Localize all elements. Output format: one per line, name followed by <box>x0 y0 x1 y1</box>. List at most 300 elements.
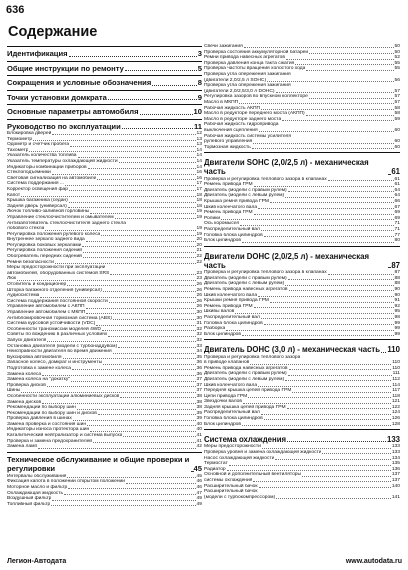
toc-entry-page: 35 <box>196 354 202 360</box>
toc-entry-page: 32 <box>196 332 202 338</box>
dot-leader <box>253 481 390 482</box>
dot-leader <box>77 409 196 410</box>
toc-entry-title: Внутреннее зеркало заднего вида <box>7 237 85 243</box>
dot-leader <box>93 442 196 443</box>
toc-entry-page: 60 <box>394 144 400 150</box>
dot-leader <box>259 131 394 132</box>
dot-leader <box>235 313 393 314</box>
toc-entry[interactable] <box>7 444 202 450</box>
toc-entry-title: Техническое обслуживание и общие проверки и регулировки <box>7 454 190 474</box>
toc-entry-page: 49 <box>196 501 202 507</box>
toc-entry-title: Отопитель и кондиционер <box>7 282 67 288</box>
toc-entry-title: Ремни привода навесных агрегатов <box>204 55 285 61</box>
toc-entry-page: 34 <box>196 349 202 355</box>
toc-entry-title: Проверка давления конца такта сжатия <box>204 60 295 66</box>
toc-entry-page: 47 <box>196 490 202 496</box>
toc-entry-page: 8 <box>197 78 202 87</box>
toc-entry-page: 52 <box>394 55 400 61</box>
toc-entry-page: 110 <box>392 365 400 371</box>
toc-entry-title: Шкивы валов <box>204 309 235 315</box>
toc-entry-page: 5 <box>197 63 202 73</box>
dot-leader <box>282 120 393 121</box>
toc-entry-title: Свечи зажигания <box>204 44 243 49</box>
dot-leader <box>83 252 196 253</box>
toc-entry-page: 14 <box>196 153 202 159</box>
dot-leader <box>250 364 391 365</box>
dot-leader <box>21 392 195 393</box>
dot-leader <box>83 257 196 258</box>
dot-leader <box>261 318 394 319</box>
toc-entry-title: Ремень привода навесных агрегатов <box>204 365 288 371</box>
toc-entry[interactable] <box>204 422 400 428</box>
toc-entry-title: Указатель количества топлива <box>7 153 77 159</box>
toc-entry-title: Двигатели DOHC (2,0/2,5 л) - механическая часть <box>204 251 370 271</box>
dot-leader <box>70 146 195 147</box>
toc-entry-title: Управление автомобилем с МКПП <box>7 310 86 315</box>
toc-entry-page: 133 <box>391 450 400 456</box>
toc-entry-title: Запасное колесо, домкрат и инструменты <box>7 360 103 366</box>
toc-entry-page: 137 <box>391 478 400 484</box>
toc-entry-page: 55 <box>394 66 400 72</box>
toc-entry-title: Передняя крышка цепей привода ГРМ <box>204 388 292 394</box>
dot-leader <box>285 380 391 381</box>
dot-leader <box>108 99 197 100</box>
toc-entry-title: Сокращения и условные обозначения <box>7 78 152 87</box>
dot-leader <box>67 285 195 286</box>
toc-entry-title: Рекомендации по выбору шин <box>7 405 76 411</box>
dot-leader <box>221 219 393 220</box>
dot-leader <box>140 114 193 115</box>
toc-entry-title: Меры предосторожности при эксплуатации <box>7 265 106 271</box>
toc-section[interactable] <box>7 64 202 74</box>
toc-entry[interactable] <box>204 145 400 151</box>
dot-leader <box>47 386 196 387</box>
dot-leader <box>126 483 196 484</box>
toc-entry-title: (модели с турбокомпрессором) <box>204 494 276 500</box>
toc-entry-title: Проверка угла опережения зажигания <box>204 83 291 89</box>
toc-section[interactable] <box>204 435 400 444</box>
toc-entry-page: 36 <box>196 365 202 371</box>
toc-entry-title: Блок цилиндров <box>204 421 241 427</box>
toc-entry-title: Шкив коленчатого вала <box>204 382 258 388</box>
dot-leader <box>65 185 196 186</box>
dot-leader <box>17 280 196 281</box>
toc-entry-page: 133 <box>386 435 400 445</box>
toc-section[interactable] <box>7 107 202 117</box>
dot-leader <box>261 109 394 110</box>
dot-leader <box>252 148 394 149</box>
dot-leader <box>103 291 196 292</box>
dot-leader <box>68 488 195 489</box>
toc-entry-page: 110 <box>392 360 400 366</box>
toc-entry-page: 37 <box>196 382 202 388</box>
dot-leader <box>88 168 196 169</box>
toc-entry-title: Остановка двигателя (модели с турбонаддувом) <box>7 343 118 349</box>
toc-entry-page: 134 <box>391 455 400 461</box>
dot-leader <box>90 431 195 432</box>
toc-entry-page: 33 <box>196 343 202 349</box>
toc-entry-title: Двигатель DOHC (3,0 л) - механическая часть <box>204 345 381 355</box>
toc-entry-page: 111 <box>392 371 400 377</box>
dot-leader <box>295 64 393 65</box>
toc-entry-page: 117 <box>392 388 400 394</box>
toc-entry-title: Стеклоподъемники <box>7 170 51 176</box>
dot-leader <box>242 335 394 336</box>
toc-entry-page: 128 <box>391 421 400 427</box>
toc-entry-page: 88 <box>394 275 400 281</box>
toc-entry-title: Регулировка положения рулевого колеса <box>7 231 101 237</box>
dot-leader <box>306 70 393 71</box>
toc-entry-page: 49 <box>196 496 202 502</box>
toc-entry-title: Интервалы обслуживания <box>7 473 67 479</box>
dot-leader <box>226 330 393 331</box>
toc-entry-page: 91 <box>394 298 400 304</box>
toc-entry-title: Разборка <box>204 326 226 332</box>
toc-entry-page: 17 <box>196 181 202 187</box>
toc-entry-page: 61 <box>394 182 400 188</box>
toc-entry-title: лобового стекла <box>7 226 45 232</box>
toc-entry-title: Регулировка зазоров во впускном коллекторе <box>204 94 308 100</box>
dot-leader <box>288 279 394 280</box>
dot-leader <box>113 319 196 320</box>
toc-entry-title: Корректор освещения фар <box>7 186 68 192</box>
toc-entry-title: Распределительный вал <box>204 314 260 320</box>
dot-leader <box>309 53 393 54</box>
dot-leader <box>72 369 196 370</box>
toc-entry-page: 64 <box>394 193 400 199</box>
toc-entry-page: 22 <box>196 259 202 265</box>
toc-entry-title: Неисправности двигателя во время движения <box>7 349 112 355</box>
toc-entry-title: Рабочая жидкость гидропривода <box>204 122 279 128</box>
toc-entry-page: 26 <box>196 304 202 310</box>
toc-entry-title: Аудиосистема <box>7 293 40 299</box>
section-divider <box>7 104 202 105</box>
toc-entry-page: 10 <box>193 107 202 116</box>
toc-entry-page: 14 <box>196 158 202 164</box>
toc-entry-title: Особенности эксплуатации алюминиевых дисков <box>7 393 120 399</box>
toc-entry-page: 13 <box>196 136 202 142</box>
toc-entry-page: 110 <box>387 345 400 355</box>
toc-entry-page: 37 <box>196 377 202 383</box>
toc-left-column <box>7 44 202 507</box>
toc-entry-page: 23 <box>196 270 202 276</box>
toc-entry-title: Антизапотеватель стеклоочистителя заднего стекла <box>7 220 126 226</box>
dot-leader <box>96 325 195 326</box>
toc-entry-page: 30 <box>196 310 202 315</box>
toc-entry-page: 38 <box>196 393 202 399</box>
toc-entry-page: 21 <box>196 248 202 254</box>
footer-publisher: Легион-Автодата <box>7 558 67 565</box>
toc-entry-page: 46 <box>196 479 202 485</box>
toc-entry-title: Рекомендации по выбору шин и дисков <box>7 410 97 416</box>
dot-leader <box>276 498 391 499</box>
toc-entry-title: Основные параметры автомобиля <box>7 107 139 116</box>
toc-entry-title: Люк <box>7 276 17 282</box>
dot-leader <box>328 274 394 275</box>
toc-entry-page: 11 <box>193 121 202 131</box>
toc-entry-title: Антиблокировочная тормозная система (ABS) <box>7 315 112 321</box>
dot-leader <box>78 157 196 158</box>
toc-entry-title: Воздушный фильтр <box>7 496 52 502</box>
toc-entry-page: 55 <box>394 60 400 66</box>
toc-entry-title: Тахометр <box>7 147 29 153</box>
toc-entry-title: системы охлаждения <box>204 478 253 484</box>
dot-leader <box>254 186 394 187</box>
toc-entry-title: Блок цилиндров <box>204 238 241 244</box>
toc-entry-title: Проверка дисков <box>7 382 46 388</box>
toc-entry-page: 36 <box>196 360 202 366</box>
toc-entry-title: Термостат <box>204 461 228 467</box>
toc-entry-title: Замена дисков <box>7 399 42 405</box>
dot-leader <box>287 408 391 409</box>
toc-section[interactable] <box>204 345 400 354</box>
dot-leader <box>120 397 195 398</box>
toc-entry-title: Расширительный бачок <box>204 483 258 489</box>
toc-entry-title: Фиксация капота в положении открытом положении <box>7 479 125 485</box>
dot-leader <box>322 453 390 454</box>
dot-leader <box>253 143 393 144</box>
dot-leader <box>328 180 394 181</box>
toc-entry-title: Регулировка боковых зеркалами <box>7 242 82 248</box>
toc-entry-page: 114 <box>392 382 400 388</box>
dot-leader <box>240 225 393 226</box>
dot-leader <box>115 218 196 219</box>
dot-leader <box>29 151 195 152</box>
toc-entry-page: 41 <box>196 438 202 444</box>
dot-leader <box>309 98 394 99</box>
toc-entry-page: 46 <box>196 485 202 491</box>
toc-entry-page: 18 <box>196 192 202 198</box>
toc-entry-page: 59 <box>394 116 400 122</box>
toc-entry-page: 16 <box>196 175 202 181</box>
toc-entry-title: Радиатор <box>204 466 226 472</box>
toc-entry-title: Руководство по эксплуатации <box>7 121 121 131</box>
toc-entry-page: 87 <box>391 261 400 271</box>
toc-entry-title: Одометр и счетчик пробега <box>7 142 70 148</box>
toc-entry-page: 69 <box>394 215 400 221</box>
dot-leader <box>63 358 196 359</box>
toc-entry-title: Особенности трансмиссии моделей 4WD <box>7 326 101 332</box>
dot-leader <box>42 375 195 376</box>
toc-entry-page: 61 <box>394 176 400 182</box>
toc-entry-page: 71 <box>394 227 400 233</box>
toc-entry-page: 38 <box>196 399 202 405</box>
toc-entry-page: 99 <box>394 331 400 337</box>
toc-entry[interactable] <box>204 332 400 338</box>
toc-entry-title: Рабочая жидкость АКПП <box>204 105 261 111</box>
dot-leader <box>242 242 394 243</box>
toc-entry-page: 18 <box>196 198 202 204</box>
dot-leader <box>67 477 195 478</box>
toc-entry-title: Система курсовой устойчивости (VDC) <box>7 321 96 327</box>
toc-entry-title: Задняя дверь (универсал) <box>7 203 67 209</box>
toc-entry-title: Проверка давления в шинах <box>7 416 72 422</box>
dot-leader <box>267 81 393 82</box>
toc-entry-title: Управление стеклоочистителем и омывателем <box>7 214 114 220</box>
toc-entry-page: 112 <box>392 376 400 382</box>
toc-entry-title: Головка блока цилиндров <box>204 232 263 238</box>
footer-url: www.autodata.ru <box>345 558 402 565</box>
toc-entry-title: Двигатель (модели с правым рулем) <box>204 187 287 193</box>
section-divider <box>7 90 202 91</box>
toc-entry-page: 95 <box>394 309 400 315</box>
toc-entry-title: Проверка и регулировка теплового зазора в клапанах <box>204 176 327 182</box>
toc-entry-page: 9 <box>197 92 202 102</box>
toc-section[interactable] <box>7 93 202 103</box>
dot-leader <box>243 403 391 404</box>
toc-entry-page: 18 <box>196 203 202 209</box>
toc-entry-title: Расширительный бачок <box>204 489 258 495</box>
dot-leader <box>45 230 195 231</box>
toc-entry-page: 90 <box>394 292 400 298</box>
dot-leader <box>69 56 197 57</box>
toc-entry[interactable] <box>204 238 400 244</box>
toc-section[interactable] <box>7 49 202 59</box>
dot-leader <box>52 500 195 501</box>
toc-entry-page: 19 <box>196 226 202 232</box>
dot-leader <box>258 296 393 297</box>
toc-entry-page: 19 <box>196 209 202 215</box>
dot-leader <box>42 403 195 404</box>
dot-leader <box>270 202 394 203</box>
toc-entry[interactable] <box>204 495 400 501</box>
toc-entry-title: Система поддержания ... <box>7 181 64 187</box>
section-divider <box>204 246 400 247</box>
toc-entry-title: Указатель температуры охлаждающей жидкости <box>7 158 118 164</box>
toc-entry-page: 58 <box>394 105 400 111</box>
dot-leader <box>125 70 197 71</box>
dot-leader <box>292 392 391 393</box>
toc-entry-title: Масло в редукторе переднего моста (АКПП) <box>204 111 305 117</box>
dot-leader <box>40 297 195 298</box>
dot-leader <box>276 92 394 93</box>
toc-entry-title: Проверка и регулировка теплового зазора <box>204 354 301 360</box>
toc-entry-title: (двигатели 2,0/2,5/3,0 л DOHC) <box>204 88 275 94</box>
toc-entry-page: 16 <box>196 170 202 176</box>
toc-entry-title: Подготовка к замене колеса <box>7 365 71 371</box>
dot-leader <box>98 414 196 415</box>
toc-entry-title: Масло в редукторе заднего моста <box>204 116 282 122</box>
dot-leader <box>264 419 391 420</box>
toc-entry-title: Охлаждающая жидкость <box>7 490 64 496</box>
dot-leader <box>286 59 394 60</box>
toc-entry-page: 141 <box>391 494 400 500</box>
dot-leader <box>288 375 392 376</box>
dot-leader <box>388 267 390 268</box>
toc-section[interactable] <box>7 455 202 474</box>
toc-entry[interactable] <box>7 502 202 508</box>
section-divider <box>204 339 400 340</box>
dot-leader <box>258 208 393 209</box>
toc-entry-title: Система поддержания постоянной скорости <box>7 298 108 304</box>
dot-leader <box>113 353 196 354</box>
dot-leader <box>302 476 391 477</box>
toc-entry-page: 99 <box>394 326 400 332</box>
toc-entry-page: 126 <box>391 416 400 422</box>
toc-entry-title: Звездочки валов <box>204 399 242 405</box>
toc-entry-page: 45 <box>196 473 202 479</box>
toc-entry-title: Регулировка положения сидений <box>7 248 83 254</box>
toc-entry-title: Топливный фильтр <box>7 501 51 507</box>
toc-entry-page: 12 <box>196 131 202 136</box>
toc-entry-title: Проверка и регулировка теплового зазора в клапанах <box>204 270 327 276</box>
toc-entry-title: Обогреватель передних сидений <box>7 254 82 260</box>
dot-leader <box>64 494 196 495</box>
toc-entry-page: 36 <box>196 371 202 377</box>
toc-entry-title: Проверка уровня и замена охлаждающей жидкости <box>204 450 322 456</box>
toc-entry-title: Задняя крышка цепей привода ГРМ <box>204 404 286 410</box>
toc-entry-page: 38 <box>196 405 202 411</box>
toc-entry-title: Каталитический нейтрализатор и система выпуска <box>7 433 123 439</box>
toc-section[interactable] <box>204 158 400 176</box>
toc-entry-title: Проверка угла опережения зажигания <box>204 71 291 77</box>
dot-leader <box>110 274 195 275</box>
dot-leader <box>242 425 391 426</box>
toc-entry-title: Термометр <box>7 136 33 142</box>
toc-entry-page: 3 <box>197 49 202 58</box>
toc-entry-title: Индикаторы износа протектора шин <box>7 427 90 433</box>
toc-entry-title: Распределительный вал <box>204 410 260 416</box>
toc-entry-page: 135 <box>391 461 400 467</box>
toc-entry-page: 37 <box>196 388 202 394</box>
toc-entry-page: 39 <box>196 416 202 422</box>
toc-entry-title: Замена колеса на "докатку" <box>7 377 71 383</box>
toc-entry-title: Световая сигнализация на автомобиле <box>7 175 97 181</box>
toc-entry-page: 56 <box>394 77 400 83</box>
toc-entry-title: Двигатель (модели с левым рулем) <box>204 193 285 199</box>
dot-leader <box>87 425 196 426</box>
toc-entry-page: 66 <box>394 199 400 205</box>
page-title: Содержание <box>8 24 98 40</box>
toc-entry-page: 23 <box>196 276 202 282</box>
toc-entry-page: 60 <box>394 127 400 133</box>
dot-leader <box>254 307 394 308</box>
toc-entry-title: Ремень привода навесных агрегатов <box>204 287 288 292</box>
toc-section[interactable] <box>7 78 202 88</box>
dot-leader <box>122 128 193 129</box>
toc-entry-page: 26 <box>196 282 202 288</box>
toc-entry-page: 61 <box>391 167 400 177</box>
toc-entry-page: 124 <box>391 410 400 416</box>
dot-leader <box>270 302 394 303</box>
toc-entry-page: 60 <box>394 139 400 145</box>
dot-leader <box>285 285 393 286</box>
dot-leader <box>388 174 390 175</box>
toc-entry-title: Головка блока цилиндров <box>204 416 263 422</box>
toc-entry-title: Блокировка дверей <box>7 131 52 136</box>
toc-entry-title: Капот <box>7 192 21 198</box>
toc-entry-title: Тормозная жидкость <box>204 144 251 150</box>
dot-leader <box>119 162 196 163</box>
toc-entry-page: 40 <box>196 421 202 427</box>
toc-entry-title: Проверка частоты вращения холостого хода <box>204 66 306 72</box>
toc-entry-title: Ролики <box>204 215 221 221</box>
toc-entry-title: Моторное масло и фильтр <box>7 485 68 491</box>
toc-entry-title: Крышка багажника (седан) <box>7 198 68 204</box>
toc-section[interactable] <box>204 252 400 270</box>
toc-entry-title: Замена проверка и состояния шин <box>7 421 87 427</box>
toc-entry-page: 133 <box>391 444 400 450</box>
section-divider <box>7 452 202 453</box>
toc-entry-title: Двигатели SOHC (2,0/2,5 л) - механическая часть <box>204 158 369 177</box>
toc-entry-page: 22 <box>196 254 202 260</box>
toc-entry-page: 20 <box>196 242 202 248</box>
toc-entry-title: Шкив коленчатого вала <box>204 292 258 298</box>
dot-leader <box>259 487 391 488</box>
toc-entry-page: 118 <box>392 393 400 399</box>
dot-leader <box>229 465 391 466</box>
toc-section[interactable] <box>7 122 202 132</box>
